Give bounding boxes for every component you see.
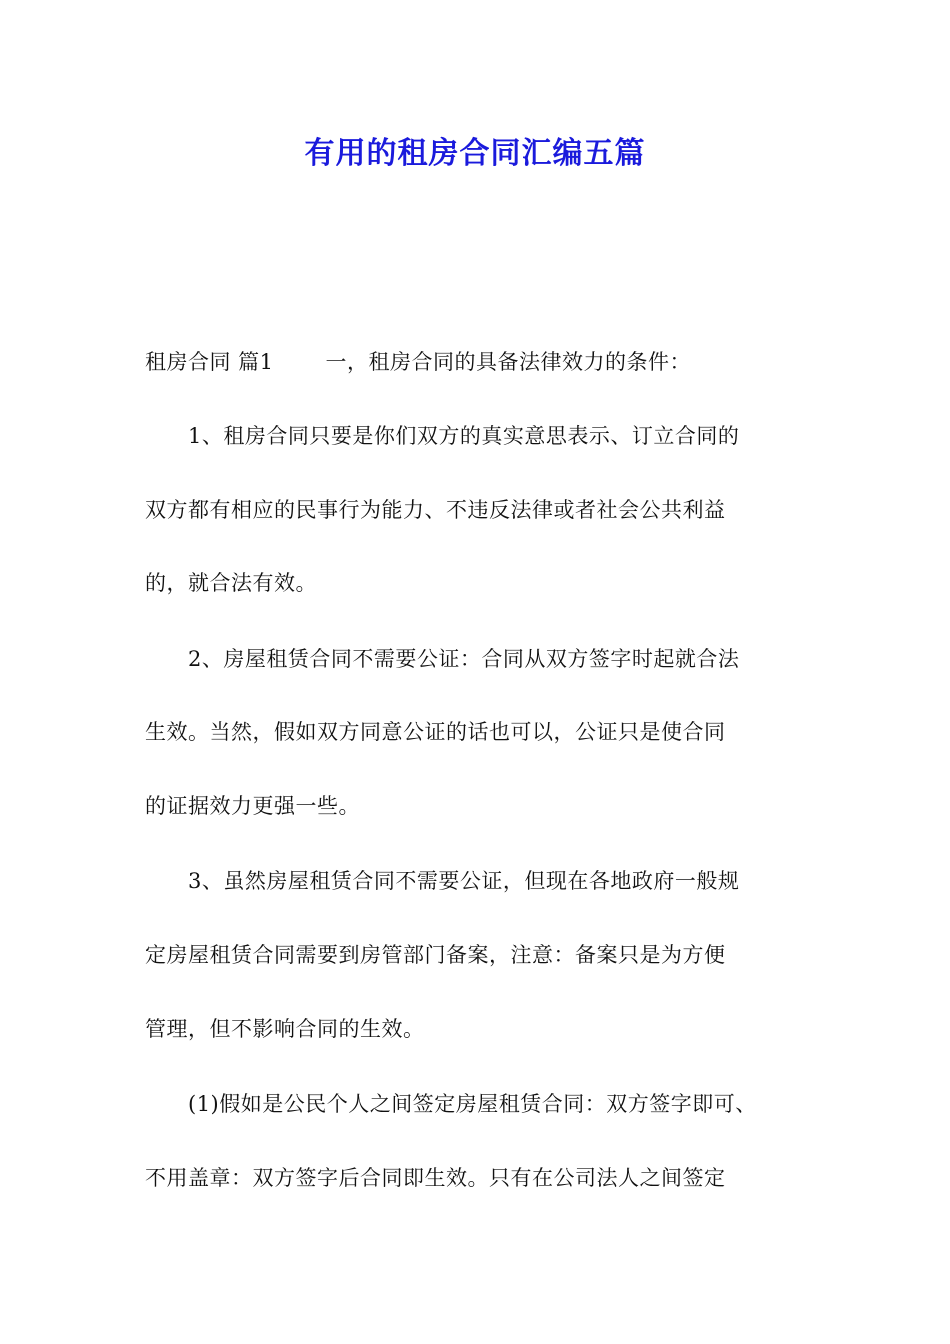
section-heading-line — [145, 347, 691, 377]
body-line: 定房屋租赁合同需要到房管部门备案，注意：备案只是为方便 — [145, 943, 726, 967]
body-line: 双方都有相应的民事行为能力、不违反法律或者社会公共利益 — [145, 498, 726, 522]
body-line: 1、租房合同只要是你们双方的真实意思表示、订立合同的 — [188, 424, 740, 448]
body-line: 的，就合法有效。 — [145, 571, 317, 595]
body-line: 生效。当然，假如双方同意公证的话也可以，公证只是使合同 — [145, 720, 726, 744]
section-intro: 一，租房合同的具备法律效力的条件： — [325, 350, 692, 374]
body-line: 的证据效力更强一些。 — [145, 794, 360, 818]
body-line: 2、房屋租赁合同不需要公证：合同从双方签字时起就合法 — [188, 647, 740, 671]
body-line: 3、虽然房屋租赁合同不需要公证，但现在各地政府一般规 — [188, 869, 740, 893]
body-line: 不用盖章：双方签字后合同即生效。只有在公司法人之间签定 — [145, 1166, 726, 1190]
body-line: (1)假如是公民个人之间签定房屋租赁合同：双方签字即可、 — [188, 1092, 757, 1116]
section-label: 租房合同 篇1 — [145, 350, 274, 374]
document-title: 有用的租房合同汇编五篇 — [304, 136, 646, 171]
body-line: 管理，但不影响合同的生效。 — [145, 1017, 425, 1041]
